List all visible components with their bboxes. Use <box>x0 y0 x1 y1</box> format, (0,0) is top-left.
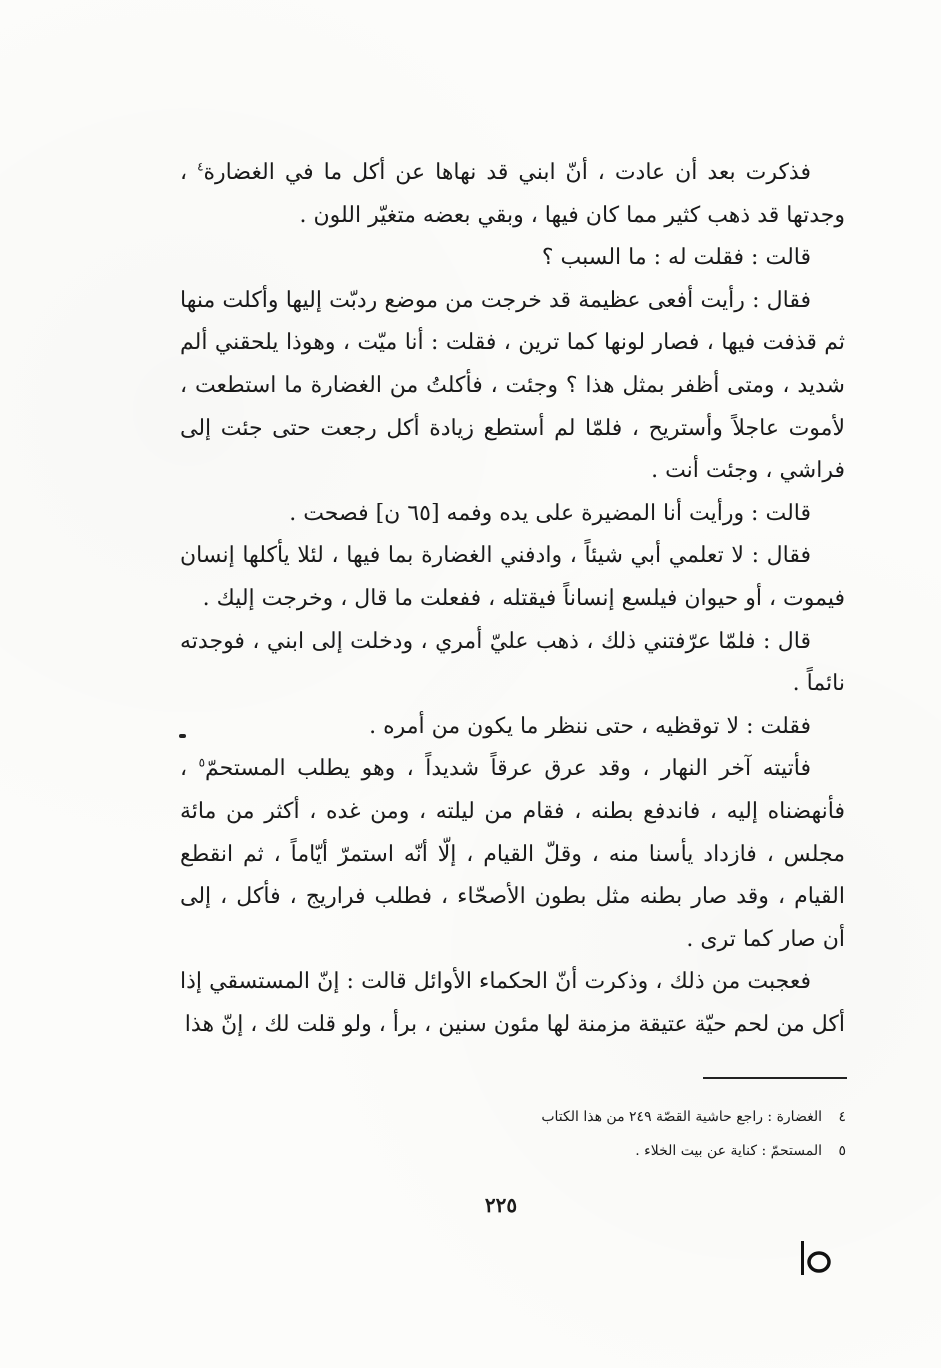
paragraph-1-text: فذكرت بعد أن عادت ، أنّ ابني قد نهاها عن أكل ما في الغضارة <box>203 160 811 185</box>
paragraph-4: قالت : ورأيت أنا المضيرة على يده وفمه [٦٥ ن] فصحت . <box>289 500 811 526</box>
footnote-ref-4: ٤ <box>197 159 204 174</box>
footnote-text: المستحمّ : كناية عن بيت الخلاء . <box>635 1143 822 1159</box>
paragraph-1 <box>180 152 845 237</box>
ink-speck <box>179 734 186 738</box>
paragraph-8-text-cont: ، فأنهضناه إليه ، فاندفع بطنه ، فقام من ليلته ، ومن غده ، أكثر من مائة مجلس ، فازداد يأسنا منه ، وقلّ القيام ، إلّا أنّه استمرّ أيّاماً ، ثم انقطع القيام ، وقد صار بطنه مثل بطون الأصحّاء ، فطلب فراريج ، فأكل ، إلى أن صار كما ترى . <box>180 756 845 952</box>
paragraph-6: قال : فلمّا عرّفتني ذلك ، ذهب عليّ أمري ، ودخلت إلى ابني ، فوجدته نائماً . <box>180 628 845 697</box>
footnote-4 <box>246 1100 846 1134</box>
paragraph-5: فقال : لا تعلمي أبي شيئاً ، وادفني الغضارة بما فيها ، لئلا يأكلها إنسان فيموت ، أو حيوان فيلسع إنساناً فيقتله ، ففعلت ما قال ، وخرجت إليك . <box>180 543 845 611</box>
page-number: ٢٢٥ <box>484 1193 518 1217</box>
paragraph-8-text: فأتيته آخر النهار ، وقد عرق عرقاً شديداً ، وهو يطلب المستحمّ <box>205 756 812 782</box>
paragraph-9: فعجبت من ذلك ، وذكرت أنّ الحكماء الأوائل قالت : إنّ المستسقي إذا أكل من لحم حيّة عتيقة مزمنة لها مئون سنين ، برأ ، ولو قلت لك ، إنّ هذا <box>180 969 845 1037</box>
footnote-ref-5: ٥ <box>198 755 206 770</box>
footnote-number: ٥ <box>838 1143 846 1159</box>
paragraph-3: فقال : رأيت أفعى عظيمة قد خرجت من موضع ردبّت إليها وأكلت منها ثم قذفت فيها ، فصار لونها كما ترين ، فقلت : أنا ميّت ، وهوذا يلحقني ألم شديد ، ومتى أظفر بمثل هذا ؟ وجئت ، فأكلتُ من الغضارة ما استطعت ، لأموت عاجلاً وأستريح ، فلمّا لم أستطع زيادة أكل رجعت حتى جئت إلى فراشي ، وجئت أنت . <box>180 287 845 484</box>
paragraph-1-text-cont: ، وجدتها قد ذهب كثير مما كان فيها ، وبقي بعضه متغيّر اللون . <box>180 160 845 228</box>
footnote-number: ٤ <box>838 1109 846 1125</box>
signature-mark <box>795 1238 835 1278</box>
footnotes <box>246 1100 846 1168</box>
paragraph-7: فقلت : لا توقظيه ، حتى ننظر ما يكون من أمره . <box>369 713 811 739</box>
paragraph-8 <box>180 748 845 961</box>
main-text <box>180 152 845 1046</box>
footnote-separator <box>703 1077 847 1079</box>
footnote-5 <box>246 1134 846 1168</box>
paragraph-2: قالت : فقلت له : ما السبب ؟ <box>541 245 811 271</box>
footnote-text: الغضارة : راجع حاشية القصّة ٢٤٩ من هذا الكتاب <box>541 1109 822 1125</box>
